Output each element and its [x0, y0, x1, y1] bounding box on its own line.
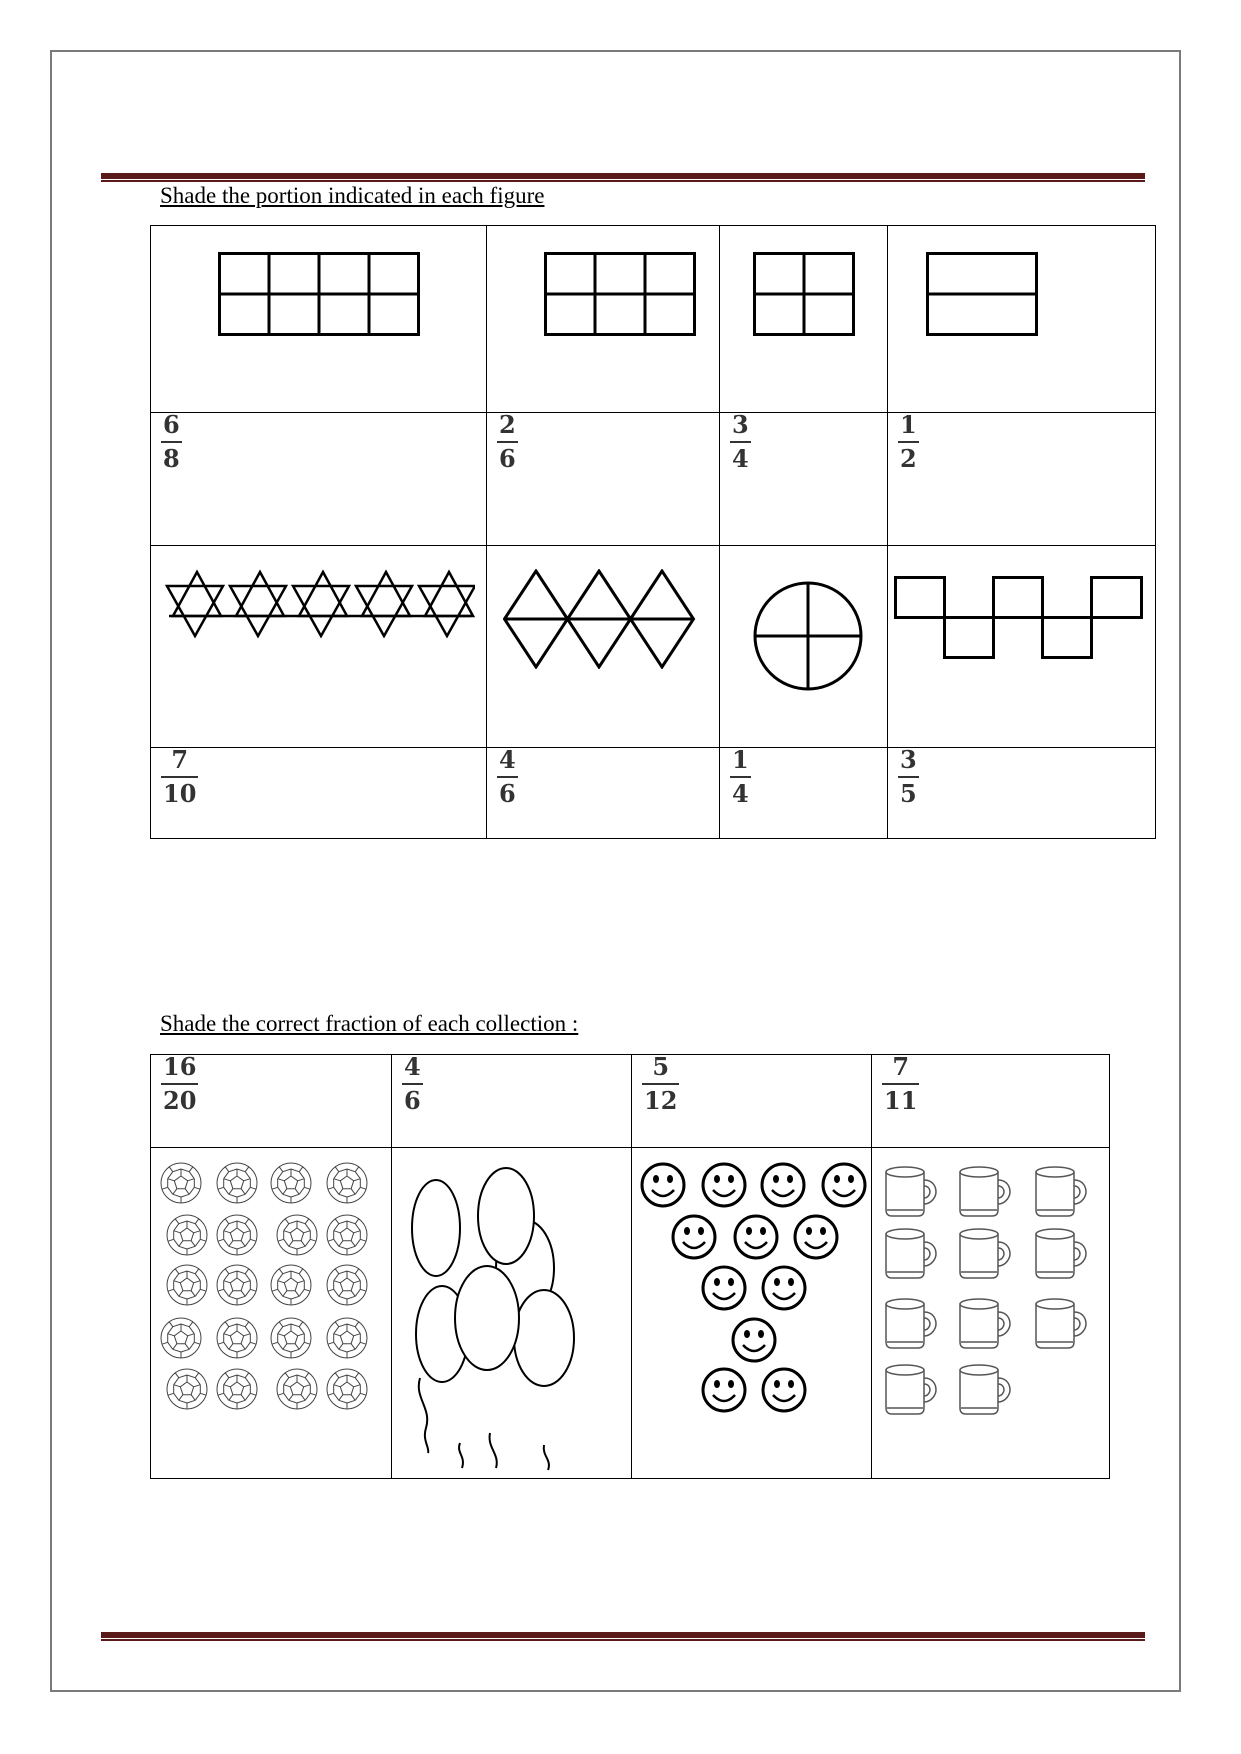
- fraction-cell: [720, 745, 888, 839]
- smiley-icon: [733, 1319, 775, 1361]
- smiley-icon: [673, 1216, 715, 1258]
- top-rule: [101, 173, 1145, 183]
- fraction: 1 2: [900, 410, 917, 473]
- mug-icon: [1036, 1299, 1086, 1348]
- triangles-10: [165, 568, 475, 640]
- smiley-icon: [823, 1164, 865, 1206]
- football-icon: [167, 1369, 207, 1409]
- fraction: 7 11: [884, 1052, 918, 1115]
- smiley-icon: [642, 1164, 684, 1206]
- mug-icon: [960, 1167, 1010, 1216]
- figure-cell: [720, 546, 888, 748]
- mug-icon: [1036, 1229, 1086, 1278]
- fraction-cell: [392, 1052, 632, 1148]
- balloon-icon: [412, 1180, 460, 1276]
- mug-icon: [1036, 1167, 1086, 1216]
- mug-icon: [960, 1365, 1010, 1414]
- mug-icon: [886, 1365, 936, 1414]
- balloon-icon: [455, 1266, 519, 1370]
- fraction: 6 8: [163, 410, 180, 473]
- mug-icon: [886, 1167, 936, 1216]
- fraction-cell: [151, 745, 487, 839]
- fraction-cell: [720, 410, 888, 546]
- figure-cell: [487, 226, 720, 413]
- football-icon: [271, 1163, 311, 1203]
- mug-icon: [960, 1229, 1010, 1278]
- football-icon: [327, 1318, 367, 1358]
- section2-heading: Shade the correct fraction of each collection :: [160, 1011, 579, 1036]
- smiley-icon: [703, 1267, 745, 1309]
- section1-heading: Shade the portion indicated in each figure: [160, 183, 545, 208]
- circle-4-parts: [752, 580, 864, 692]
- football-icon: [167, 1265, 207, 1305]
- fraction-cell: [632, 1052, 872, 1148]
- football-icon: [327, 1369, 367, 1409]
- bottom-rule: [101, 1632, 1145, 1642]
- balloon-icon: [514, 1290, 574, 1386]
- fraction: 3 4: [732, 410, 749, 473]
- fraction-cell: [872, 1052, 1110, 1148]
- balloon-icon: [478, 1168, 534, 1264]
- mug-icon: [886, 1299, 936, 1348]
- mug-icon: [886, 1229, 936, 1278]
- figure-cell: [151, 226, 487, 413]
- balloon-collection: [392, 1148, 632, 1479]
- football-collection: [151, 1148, 392, 1479]
- football-icon: [277, 1369, 317, 1409]
- fraction-cell: [151, 1052, 392, 1148]
- football-icon: [217, 1318, 257, 1358]
- football-icon: [217, 1163, 257, 1203]
- smiley-icon: [703, 1369, 745, 1411]
- zigzag-squares-5: [894, 576, 1148, 662]
- fraction: 7 10: [163, 745, 197, 808]
- football-icon: [271, 1265, 311, 1305]
- collection-cell: [872, 1148, 1110, 1479]
- football-icon: [161, 1163, 201, 1203]
- football-icon: [327, 1215, 367, 1255]
- smiley-icon: [762, 1164, 804, 1206]
- football-icon: [217, 1265, 257, 1305]
- smiley-icon: [795, 1216, 837, 1258]
- mug-icon: [960, 1299, 1010, 1348]
- smiley-icon: [735, 1216, 777, 1258]
- fraction-shapes-table: [150, 225, 1156, 839]
- football-icon: [217, 1369, 257, 1409]
- fraction-cell: [487, 410, 720, 546]
- collection-cell: [151, 1148, 392, 1479]
- football-icon: [277, 1215, 317, 1255]
- square-4-parts: [753, 252, 855, 336]
- figure-cell: [888, 546, 1156, 748]
- smiley-icon: [763, 1267, 805, 1309]
- football-icon: [271, 1318, 311, 1358]
- fraction: 1 4: [732, 745, 749, 808]
- football-icon: [327, 1265, 367, 1305]
- rectangle-2-parts: [926, 252, 1038, 336]
- rectangle-8-parts: [218, 252, 420, 336]
- mug-collection: [872, 1148, 1110, 1479]
- football-icon: [327, 1163, 367, 1203]
- figure-cell: [720, 226, 888, 413]
- collection-cell: [632, 1148, 872, 1479]
- figure-cell: [487, 546, 720, 748]
- fraction: 16 20: [163, 1052, 197, 1115]
- smiley-icon: [703, 1164, 745, 1206]
- fraction-cell: [888, 745, 1156, 839]
- fraction: 5 12: [644, 1052, 678, 1115]
- fraction-cell: [888, 410, 1156, 546]
- fraction: 2 6: [499, 410, 516, 473]
- fraction: 4 6: [404, 1052, 421, 1115]
- smiley-collection: [632, 1148, 872, 1479]
- smiley-icon: [763, 1369, 805, 1411]
- football-icon: [167, 1215, 207, 1255]
- figure-cell: [151, 546, 487, 748]
- figure-cell: [888, 226, 1156, 413]
- football-icon: [217, 1215, 257, 1255]
- diamonds-6: [503, 569, 701, 669]
- collection-table: [150, 1054, 1110, 1479]
- collection-cell: [392, 1148, 632, 1479]
- football-icon: [161, 1318, 201, 1358]
- fraction-cell: [151, 410, 487, 546]
- fraction: 3 5: [900, 745, 917, 808]
- fraction: 4 6: [499, 745, 516, 808]
- rectangle-6-parts: [544, 252, 696, 336]
- fraction-cell: [487, 745, 720, 839]
